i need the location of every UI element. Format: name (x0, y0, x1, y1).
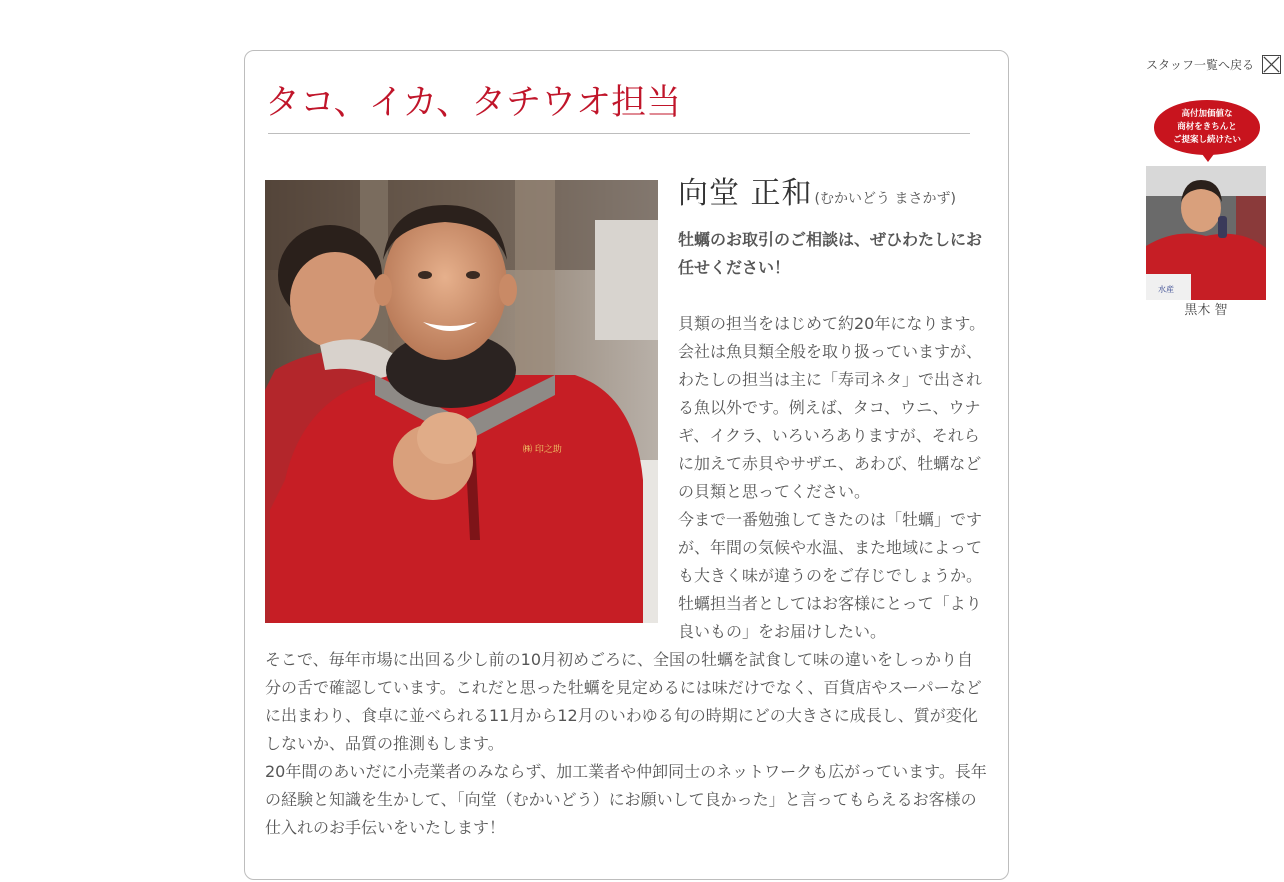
svg-text:水産: 水産 (1158, 285, 1174, 294)
close-box-icon[interactable] (1262, 55, 1281, 74)
staff-name: 向堂 正和 (678, 176, 813, 211)
body-paragraph: 20年間のあいだに小売業者のみならず、加工業者や仲卸同士のネットワークも広がっています。長年の経験と知識を生かして、「向堂（むかいどう）にお願いして良かった」と言ってもらえるお客様の仕入れのお手伝いをいたします！ (265, 762, 987, 837)
staff-tagline: 牡蠣のお取引のご相談は、ぜひわたしにお任せください！ (678, 230, 983, 277)
bubble-line: 高付加価値な (1181, 109, 1233, 119)
page-title: タコ、イカ、タチウオ担当 (265, 83, 682, 123)
staff-thumbnail-photo (1146, 166, 1266, 300)
body-paragraph: そこで、毎年市場に出回る少し前の10月初めごろに、全国の牡蠣を試食して味の違いをしっかり自分の舌で確認しています。これだと思った牡蠣を見定めるには味だけでなく、百貨店やスーパーなどに出まわり、食卓に並べられる11月から12月のいわゆる旬の時期にどの大きさに成長し、質が変化しないか、品質の推測もします。 (265, 650, 982, 753)
body-paragraph: 貝類の担当をはじめて約20年になります。会社は魚貝類全般を取り扱っていますが、わたしの担当は主に「寿司ネタ」で出される魚以外です。例えば、タコ、ウニ、ウナギ、イクラ、いろいろありますが、それらに加えて赤貝やサザエ、あわび、牡蠣などの貝類と思ってください。 (678, 314, 986, 501)
back-to-staff-list-link[interactable] (1146, 53, 1281, 75)
jacket-logo (523, 443, 562, 455)
bubble-line: ご提案し続けたい (1172, 135, 1241, 145)
body-paragraph: 今まで一番勉強してきたのは「牡蠣」ですが、年間の気候や水温、また地域によっても大きく味が違うのをご存じでしょうか。牡蠣担当者としてはお客様にとって「より良いもの」をお届けしたい。 (678, 510, 983, 641)
back-to-staff-list-label: スタッフ一覧へ戻る (1146, 57, 1255, 72)
staff-thumbnail-link[interactable] (1146, 100, 1266, 320)
staff-name-reading: (むかいどう まさかず) (814, 191, 956, 207)
profile-article (265, 177, 988, 842)
svg-text:㈱ 印之助: ㈱ 印之助 (523, 445, 562, 455)
staff-quote-bubble (1154, 100, 1260, 155)
title-divider (268, 133, 970, 134)
staff-thumbnail-name: 黒木 智 (1184, 303, 1228, 318)
bubble-line: 商材をきちんと (1177, 122, 1237, 132)
staff-photo (265, 180, 658, 623)
